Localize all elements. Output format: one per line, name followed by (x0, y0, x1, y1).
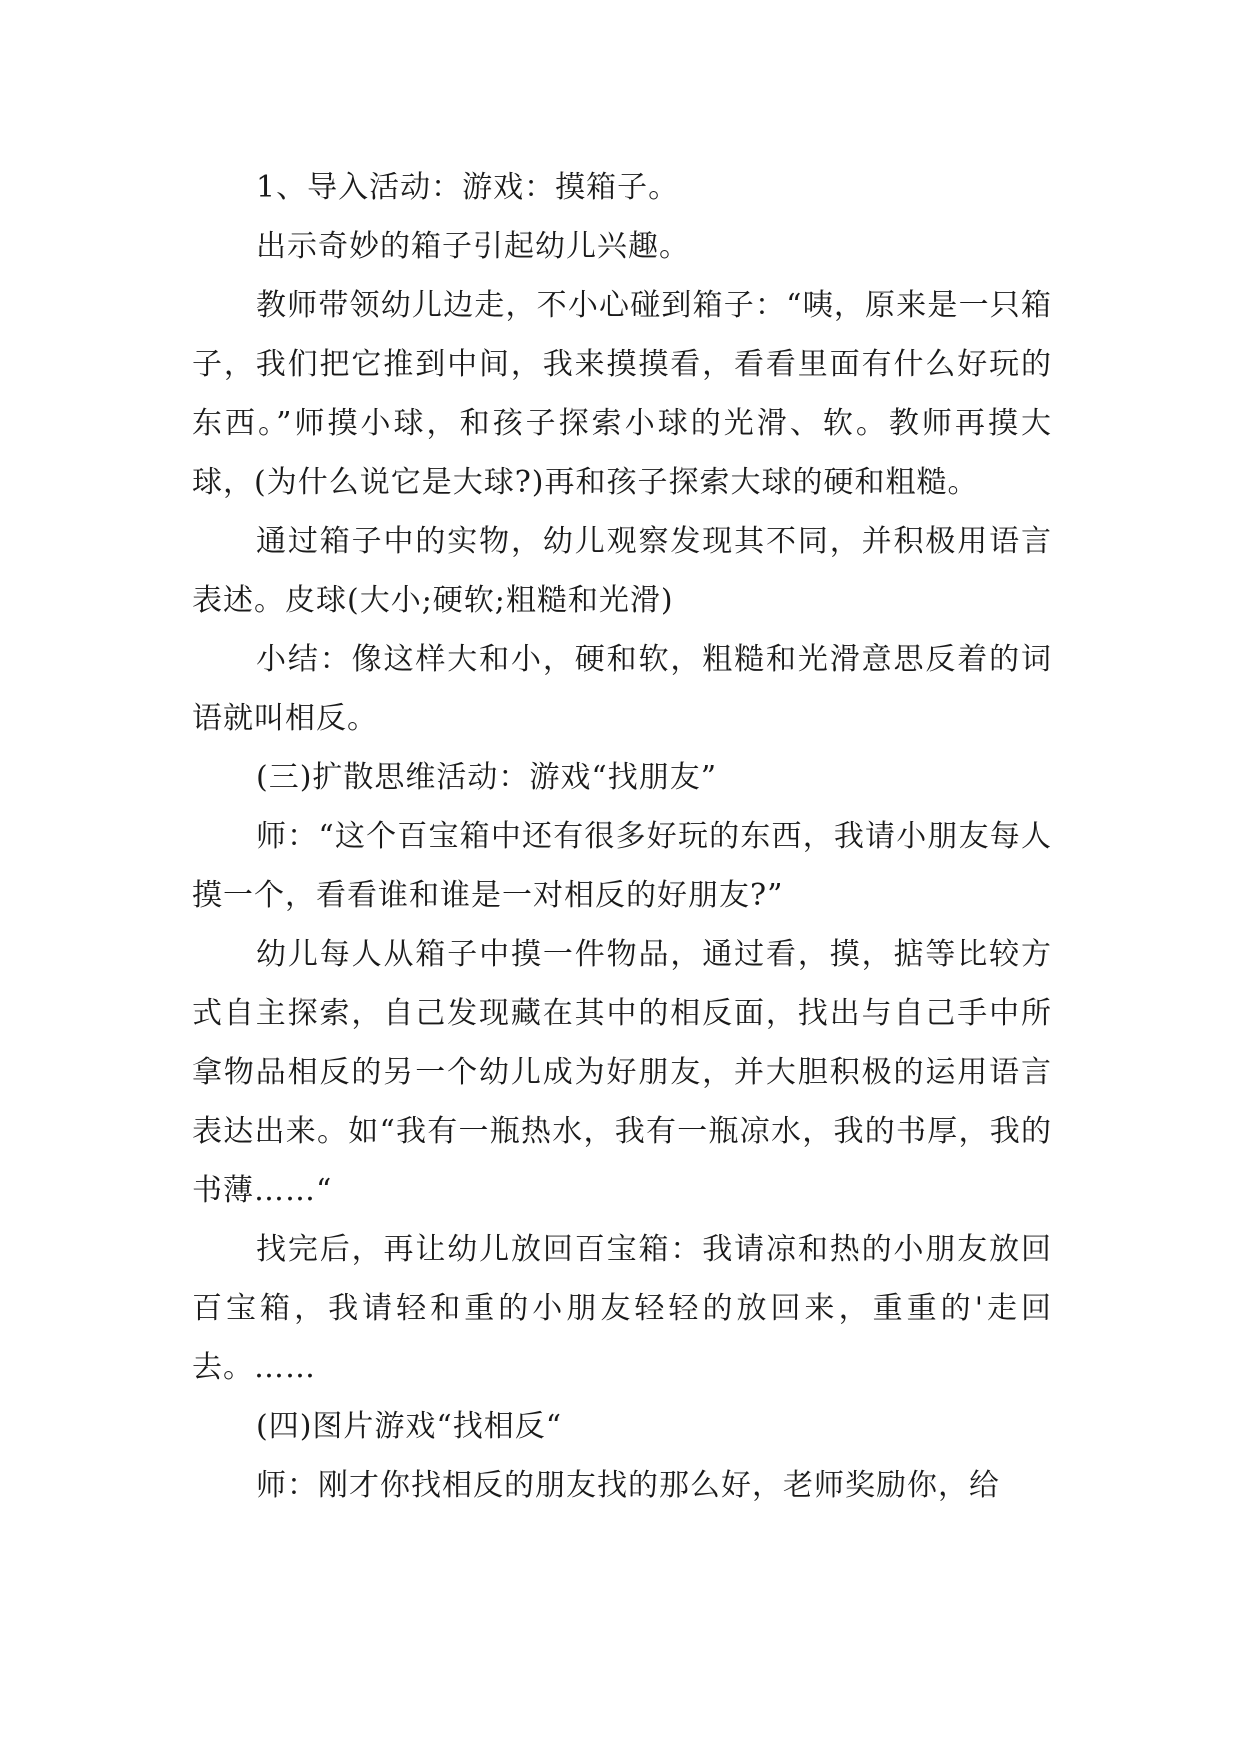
paragraph-observe-objects: 通过箱子中的实物，幼儿观察发现其不同，并积极用语言表述。皮球(大小;硬软;粗糙和光滑) (192, 524, 1052, 618)
document-body (192, 158, 1052, 1515)
paragraph-show-box: 出示奇妙的箱子引起幼儿兴趣。 (256, 229, 690, 264)
paragraph-intro-activity: 1、导入活动：游戏：摸箱子。 (256, 170, 680, 205)
paragraph-section-four-heading: (四)图片游戏“找相反“ (256, 1409, 563, 1444)
paragraph-children-explore: 幼儿每人从箱子中摸一件物品，通过看，摸，掂等比较方式自主探索，自己发现藏在其中的相反面，找出与自己手中所拿物品相反的另一个幼儿成为好朋友，并大胆积极的运用语言表达出来。如“我有一瓶热水，我有一瓶凉水，我的书厚，我的书薄……“ (192, 937, 1052, 1208)
paragraph-section-three-heading: (三)扩散思维活动：游戏“找朋友” (256, 760, 718, 795)
paragraph-return-items: 找完后，再让幼儿放回百宝箱：我请凉和热的小朋友放回百宝箱，我请轻和重的小朋友轻轻的放回来，重重的'走回去。…… (192, 1232, 1052, 1385)
paragraph-teacher-reward: 师：刚才你找相反的朋友找的那么好，老师奖励你，给 (256, 1468, 1000, 1503)
paragraph-summary: 小结：像这样大和小，硬和软，粗糙和光滑意思反着的词语就叫相反。 (192, 642, 1052, 736)
paragraph-teacher-prompt: 师：“这个百宝箱中还有很多好玩的东西，我请小朋友每人摸一个，看看谁和谁是一对相反的好朋友?” (192, 819, 1052, 913)
paragraph-teacher-leads: 教师带领幼儿边走，不小心碰到箱子：“咦，原来是一只箱子，我们把它推到中间，我来摸摸看，看看里面有什么好玩的东西。”师摸小球，和孩子探索小球的光滑、软。教师再摸大球，(为什么说它是大球?)再和孩子探索大球的硬和粗糙。 (192, 288, 1052, 500)
